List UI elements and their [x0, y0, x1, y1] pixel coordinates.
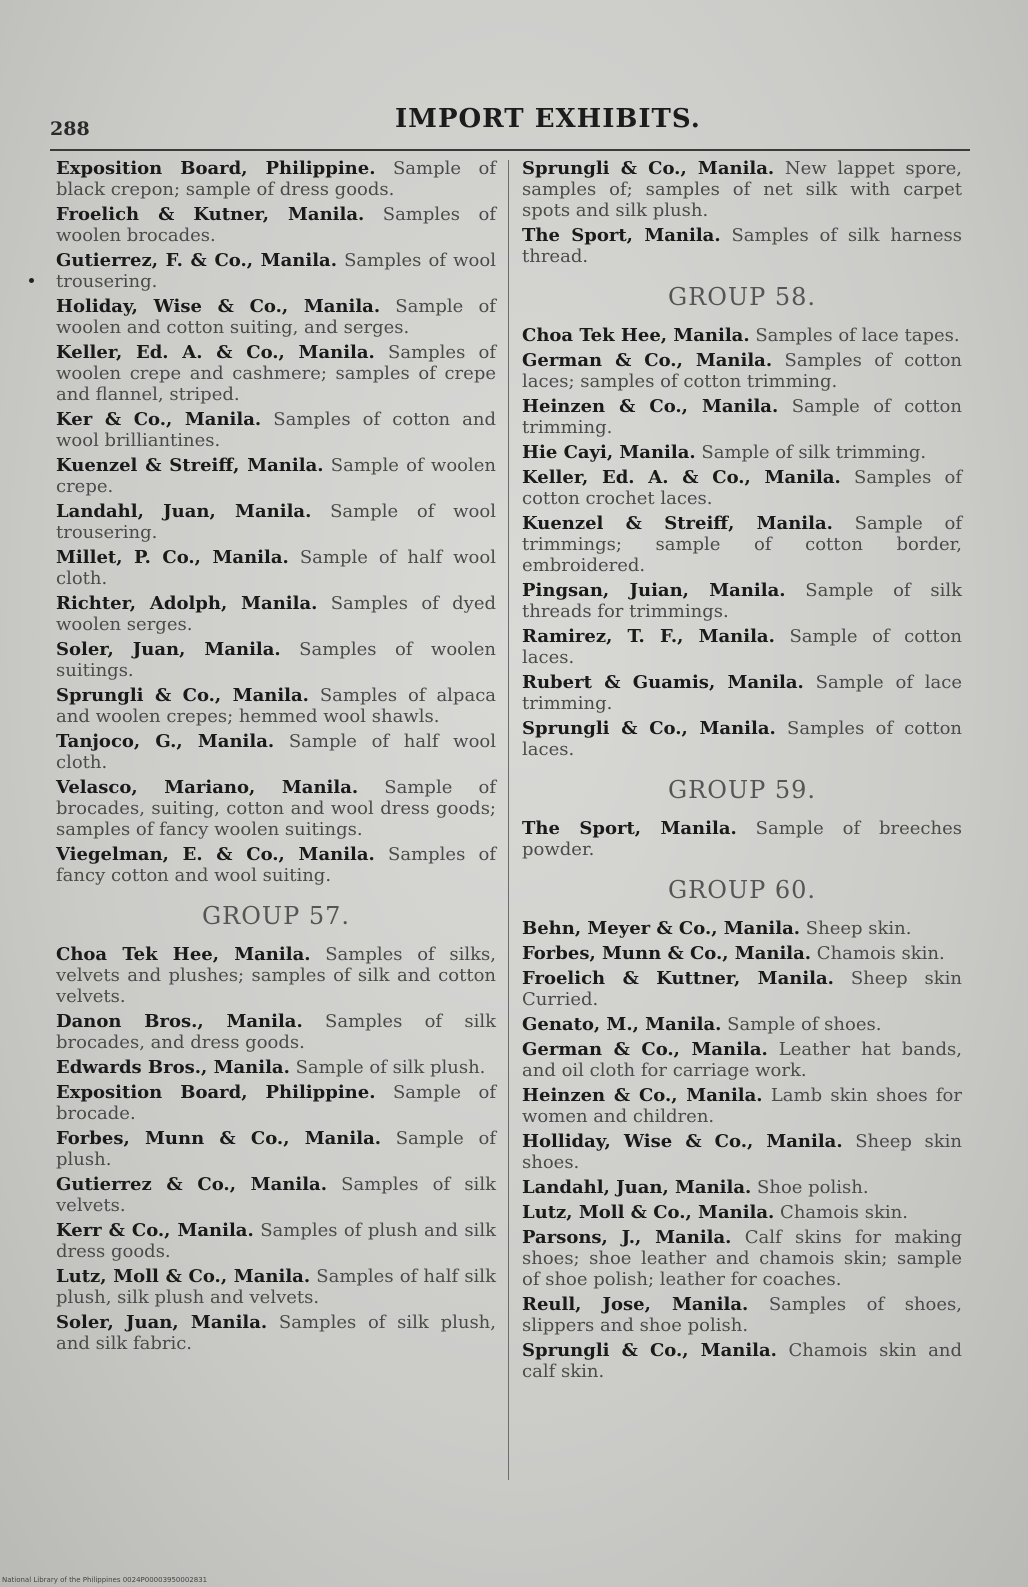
exhibitor-entry — [522, 442, 962, 463]
exhibitor-entry — [56, 455, 496, 497]
exhibit-description: Samples of silk brocades, and dress goods. — [56, 1011, 496, 1053]
exhibitor-name: Velasco, Mariano, Manila. — [56, 777, 359, 798]
exhibit-description: Samples of fancy cotton and wool suiting. — [56, 844, 496, 886]
exhibit-description: Sample of brocades, suiting, cotton and wool dress goods; samples of fancy woolen suitings. — [56, 777, 496, 840]
exhibit-description: Sample of half wool cloth. — [56, 731, 497, 773]
exhibitor-name: Holliday, Wise & Co., Manila. — [522, 1131, 843, 1152]
exhibitor-name: Lutz, Moll & Co., Manila. — [522, 1202, 775, 1223]
exhibitor-name: Parsons, J., Manila. — [522, 1227, 732, 1248]
exhibit-description: Calf skins for making shoes; shoe leather and chamois skin; sample of shoe polish; leather for coaches. — [522, 1227, 962, 1290]
exhibitor-entry — [56, 501, 496, 543]
exhibitor-name: Genato, M., Manila. — [522, 1014, 722, 1035]
exhibitor-entry — [522, 1294, 962, 1336]
exhibitor-name: The Sport, Manila. — [522, 818, 737, 839]
exhibit-description: Samples of half silk plush, silk plush and velvets. — [56, 1266, 496, 1308]
right-column — [522, 158, 962, 1386]
exhibit-description: Sample of lace trimming. — [522, 672, 962, 714]
exhibitor-name: Ker & Co., Manila. — [56, 409, 262, 430]
exhibitor-entry — [522, 626, 962, 668]
exhibit-description: Samples of woolen brocades. — [56, 204, 496, 246]
exhibitor-entry — [522, 1014, 962, 1035]
exhibitor-entry — [56, 1128, 496, 1170]
column-divider — [508, 160, 509, 1480]
exhibitor-name: Tanjoco, G., Manila. — [56, 731, 275, 752]
header-rule — [50, 149, 970, 151]
exhibit-description: Sample of breeches powder. — [522, 818, 962, 860]
exhibitor-name: German & Co., Manila. — [522, 1039, 768, 1060]
exhibitor-entry — [56, 204, 496, 246]
exhibit-description: Chamois skin and calf skin. — [522, 1340, 962, 1382]
exhibitor-entry — [56, 158, 496, 200]
exhibitor-entry — [522, 968, 962, 1010]
group-57-heading: GROUP 57. — [201, 902, 351, 930]
exhibit-description: Sample of silk trimming. — [701, 442, 927, 463]
exhibitor-name: Kuenzel & Streiff, Manila. — [522, 513, 833, 534]
exhibitor-entry — [56, 1266, 496, 1308]
library-footer: National Library of the Philippines 0024P00003950002831 — [2, 1576, 208, 1584]
exhibitor-name: Landahl, Juan, Manila. — [522, 1177, 752, 1198]
exhibit-description: Sample of woolen crepe. — [56, 455, 496, 497]
exhibitor-name: The Sport, Manila. — [522, 225, 721, 246]
exhibitor-entry — [56, 1082, 496, 1124]
exhibit-description: Shoe polish. — [757, 1177, 869, 1198]
exhibitor-name: Lutz, Moll & Co., Manila. — [56, 1266, 311, 1287]
group-60-entries — [522, 918, 962, 1382]
exhibitor-entry — [56, 342, 496, 405]
exhibitor-entry — [56, 844, 496, 886]
exhibitor-name: Viegelman, E. & Co., Manila. — [56, 844, 375, 865]
right-top-entries — [522, 158, 962, 267]
exhibitor-name: Rubert & Guamis, Manila. — [522, 672, 804, 693]
exhibitor-name: Ramirez, T. F., Manila. — [522, 626, 775, 647]
exhibitor-entry — [56, 593, 496, 635]
running-title: IMPORT EXHIBITS. — [395, 104, 701, 134]
exhibit-description: Sample of black crepon; sample of dress goods. — [56, 158, 496, 200]
exhibitor-name: German & Co., Manila. — [522, 350, 773, 371]
exhibitor-name: Heinzen & Co., Manila. — [522, 396, 779, 417]
group-58-entries — [522, 325, 962, 760]
exhibit-description: Samples of lace tapes. — [755, 325, 960, 346]
group-60-heading: GROUP 60. — [667, 876, 817, 904]
exhibitor-entry — [56, 731, 496, 773]
exhibitor-name: Keller, Ed. A. & Co., Manila. — [522, 467, 841, 488]
exhibitor-entry — [522, 818, 962, 860]
exhibit-description: Chamois skin. — [780, 1202, 908, 1223]
exhibit-description: Lamb skin shoes for women and children. — [522, 1085, 962, 1127]
exhibitor-name: Landahl, Juan, Manila. — [56, 501, 312, 522]
exhibit-description: Samples of silk harness thread. — [522, 225, 962, 267]
left-column — [56, 158, 496, 1358]
exhibit-description: Chamois skin. — [816, 943, 945, 964]
exhibitor-name: Edwards Bros., Manila. — [56, 1057, 290, 1078]
exhibit-description: Samples of cotton and wool brilliantines. — [56, 409, 496, 451]
exhibitor-name: Choa Tek Hee, Manila. — [522, 325, 750, 346]
exhibit-description: Samples of plush and silk dress goods. — [56, 1220, 496, 1262]
exhibitor-name: Froelich & Kutner, Manila. — [56, 204, 365, 225]
exhibit-description: Sheep skin shoes. — [522, 1131, 963, 1173]
exhibitor-name: Forbes, Munn & Co., Manila. — [522, 943, 812, 964]
group-59-entries — [522, 818, 962, 860]
exhibit-description: Sample of silk plush. — [295, 1057, 486, 1078]
exhibit-description: New lappet spore, samples of; samples of net silk with carpet spots and silk plush. — [522, 158, 962, 221]
exhibit-description: Samples of silk plush, and silk fabric. — [56, 1312, 496, 1354]
exhibitor-name: Exposition Board, Philippine. — [56, 158, 376, 179]
exhibitor-entry — [522, 672, 962, 714]
group-57-entries — [56, 944, 496, 1354]
exhibit-description: Sample of silk threads for trimmings. — [522, 580, 962, 622]
exhibitor-entry — [522, 1202, 962, 1223]
exhibit-description: Samples of dyed woolen serges. — [56, 593, 496, 635]
exhibit-description: Samples of cotton laces. — [522, 718, 962, 760]
exhibitor-name: Choa Tek Hee, Manila. — [56, 944, 311, 965]
exhibitor-name: Pingsan, Juian, Manila. — [522, 580, 786, 601]
exhibitor-entry — [56, 1011, 496, 1053]
exhibit-description: Sample of brocade. — [56, 1082, 496, 1124]
exhibitor-name: Millet, P. Co., Manila. — [56, 547, 289, 568]
group-58-heading: GROUP 58. — [667, 283, 817, 311]
exhibitor-name: Soler, Juan, Manila. — [56, 1312, 268, 1333]
exhibit-description: Samples of woolen crepe and cashmere; samples of crepe and flannel, striped. — [56, 342, 496, 405]
exhibitor-name: Danon Bros., Manila. — [56, 1011, 303, 1032]
exhibit-description: Sample of shoes. — [727, 1014, 882, 1035]
exhibitor-entry — [522, 396, 962, 438]
exhibit-description: Sheep skin. — [805, 918, 912, 939]
exhibitor-name: Sprungli & Co., Manila. — [522, 1340, 777, 1361]
exhibitor-name: Gutierrez, F. & Co., Manila. — [56, 250, 337, 271]
exhibitor-name: Forbes, Munn & Co., Manila. — [56, 1128, 381, 1149]
exhibit-description: Sample of cotton trimming. — [522, 396, 962, 438]
exhibit-description: Samples of silks, velvets and plushes; samples of silk and cotton velvets. — [56, 944, 496, 1007]
exhibitor-entry — [56, 547, 496, 589]
exhibit-description: Samples of woolen suitings. — [56, 639, 497, 681]
exhibitor-entry — [522, 580, 962, 622]
exhibitor-name: Sprungli & Co., Manila. — [56, 685, 309, 706]
exhibit-description: Samples of alpaca and woolen crepes; hemmed wool shawls. — [56, 685, 496, 727]
exhibitor-name: Heinzen & Co., Manila. — [522, 1085, 763, 1106]
exhibit-description: Samples of shoes, slippers and shoe polish. — [522, 1294, 962, 1336]
exhibitor-entry — [522, 467, 962, 509]
exhibitor-name: Exposition Board, Philippine. — [56, 1082, 376, 1103]
exhibitor-entry — [56, 1220, 496, 1262]
exhibitor-entry — [56, 296, 496, 338]
page-number: 288 — [50, 118, 90, 140]
exhibit-description: Samples of cotton laces; samples of cotton trimming. — [522, 350, 962, 392]
exhibitor-entry — [56, 777, 496, 840]
exhibitor-entry — [522, 1131, 962, 1173]
exhibitor-entry — [522, 1340, 962, 1382]
exhibitor-name: Hie Cayi, Manila. — [522, 442, 696, 463]
exhibitor-entry — [56, 1057, 496, 1078]
exhibitor-entry — [522, 1085, 962, 1127]
exhibitor-name: Froelich & Kuttner, Manila. — [522, 968, 834, 989]
exhibitor-entry — [522, 943, 962, 964]
exhibit-description: Sample of woolen and cotton suiting, and serges. — [56, 296, 496, 338]
exhibitor-entry — [522, 350, 962, 392]
exhibitor-entry — [522, 1039, 962, 1081]
exhibit-description: Samples of silk velvets. — [56, 1174, 496, 1216]
exhibit-description: Samples of wool trousering. — [56, 250, 496, 292]
exhibitor-entry — [56, 409, 496, 451]
exhibit-description: Leather hat bands, and oil cloth for carriage work. — [522, 1039, 962, 1081]
exhibitor-name: Richter, Adolph, Manila. — [56, 593, 318, 614]
exhibitor-entry — [56, 1312, 496, 1354]
exhibitor-entry — [522, 158, 962, 221]
exhibitor-entry — [56, 685, 496, 727]
exhibitor-entry — [522, 918, 962, 939]
group-59-heading: GROUP 59. — [667, 776, 817, 804]
exhibitor-entry — [522, 1177, 962, 1198]
exhibit-description: Sheep skin Curried. — [522, 968, 962, 1010]
exhibitor-name: Gutierrez & Co., Manila. — [56, 1174, 327, 1195]
exhibitor-entry — [522, 513, 962, 576]
exhibitor-entry — [56, 250, 496, 292]
exhibitor-entry — [56, 944, 496, 1007]
exhibit-description: Sample of half wool cloth. — [56, 547, 496, 589]
exhibitor-entry — [522, 225, 962, 267]
exhibitor-name: Keller, Ed. A. & Co., Manila. — [56, 342, 375, 363]
left-entries — [56, 158, 496, 886]
exhibitor-entry — [56, 639, 496, 681]
exhibit-description: Sample of cotton laces. — [522, 626, 962, 668]
exhibit-description: Sample of wool trousering. — [56, 501, 496, 543]
exhibit-description: Sample of trimmings; sample of cotton border, embroidered. — [522, 513, 962, 576]
exhibitor-name: Kuenzel & Streiff, Manila. — [56, 455, 324, 476]
exhibitor-entry — [522, 718, 962, 760]
exhibitor-name: Soler, Juan, Manila. — [56, 639, 281, 660]
exhibitor-name: Kerr & Co., Manila. — [56, 1220, 254, 1241]
exhibitor-entry — [522, 325, 962, 346]
exhibitor-name: Holiday, Wise & Co., Manila. — [56, 296, 381, 317]
page-header — [50, 104, 970, 144]
exhibitor-name: Behn, Meyer & Co., Manila. — [522, 918, 801, 939]
exhibit-description: Samples of cotton crochet laces. — [522, 467, 962, 509]
margin-mark — [29, 278, 34, 283]
exhibitor-name: Reull, Jose, Manila. — [522, 1294, 749, 1315]
exhibitor-entry — [56, 1174, 496, 1216]
exhibitor-name: Sprungli & Co., Manila. — [522, 718, 776, 739]
exhibitor-name: Sprungli & Co., Manila. — [522, 158, 775, 179]
exhibitor-entry — [522, 1227, 962, 1290]
exhibit-description: Sample of plush. — [56, 1128, 496, 1170]
